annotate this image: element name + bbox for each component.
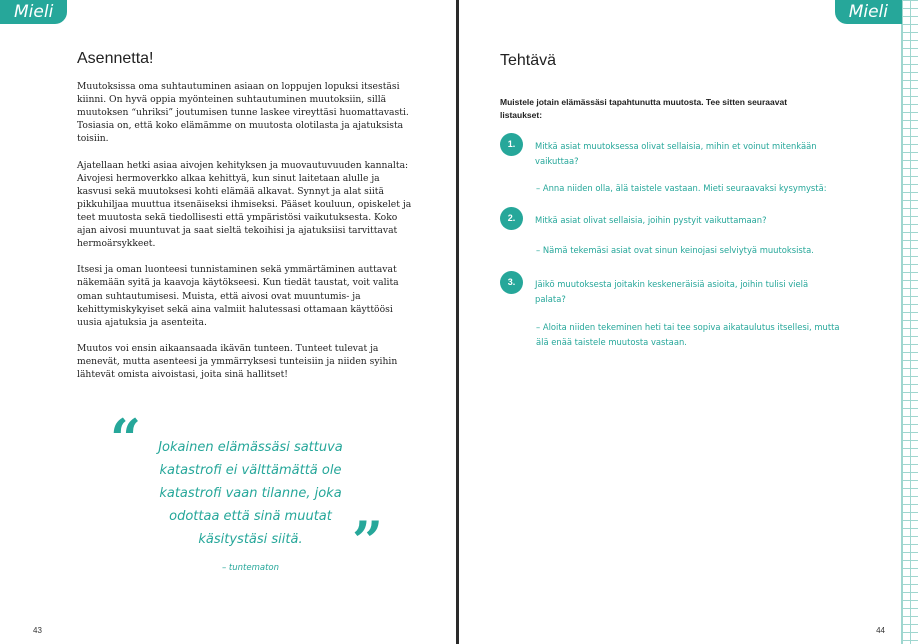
left-body-text xyxy=(77,80,417,394)
grid-margin xyxy=(901,0,918,644)
task-note: – Aloita niiden tekeminen heti tai tee sopiva aikataulutus itsellesi, mutta älä enää taistele muutosta vastaan. xyxy=(536,322,840,347)
task-intro: Muistele jotain elämässäsi tapahtunutta muutosta. Tee sitten seuraavat listaukset: xyxy=(500,97,788,120)
task-question: Mitkä asiat muutoksessa olivat sellaisia, mihin et voinut mitenkään vaikuttaa? xyxy=(535,141,817,166)
paragraph: Muutoksissa oma suhtautuminen asiaan on loppujen lopuksi itsestäsi kiinni. On hyvä oppia myönteinen suhtautuminen muutoksiin, sillä muutoksen “uhriksi” joutumisen tunne laskee vireyttäsi huomattavasti. Tosiasia on, että koko elämämme on muutosta olotilasta ja ajatuksista toisiin. xyxy=(77,81,409,145)
task-number-badge: 3. xyxy=(500,271,523,294)
quote-author: – tuntematon xyxy=(221,563,280,573)
quote-open-mark: “ xyxy=(110,407,142,471)
page-number-left: 43 xyxy=(33,626,42,635)
left-page-heading: Asennetta! xyxy=(77,50,154,67)
quote-close-mark: ” xyxy=(352,509,384,573)
right-page-heading: Tehtävä xyxy=(500,52,557,69)
paragraph: Muutos voi ensin aikaansaada ikävän tunteen. Tunteet tulevat ja menevät, mutta asenteesi ja ymmärryksesi tunteisiin ja niiden syihin lähtevät omista aivoistasi, joita sinä hallitset! xyxy=(77,342,398,381)
paragraph: Ajatellaan hetki asiaa aivojen kehityksen ja muovautuvuuden kannalta: Aivojesi hermoverkko alkaa kehittyä, kun sinut laitetaan alulle ja kasvusi sekä muutoksesi kohti elämää alkavat. Synnyt ja alat siitä pikkuhiljaa muuttua itsenäiseksi ihmiseksi. Pääset kouluun, opiskelet ja teet muutosta sekä tiedollisesti että ympäristösi vaikutuksesta. Koko ajan aivosi muuntuvat ja saat sieltä tekoihisi ja ajatuksiisi tarvittavat hermoärsykkeet. xyxy=(77,159,412,250)
right-page xyxy=(460,0,918,644)
book-spine xyxy=(456,0,459,644)
task-question: Mitkä asiat olivat sellaisia, joihin pystyit vaikuttamaan? xyxy=(535,215,767,225)
task-number-badge: 2. xyxy=(500,207,523,230)
pull-quote: Jokainen elämässäsi sattuva katastrofi ei välttämättä ole katastrofi vaan tilanne, joka odottaa että sinä muutat käsitystäsi siitä. xyxy=(158,440,343,547)
task-question: Jäikö muutoksesta joitakin keskeneräisiä asioita, joihin tulisi vielä palata? xyxy=(535,279,809,304)
section-tab-left: Mieli xyxy=(0,0,67,24)
task-note: – Anna niiden olla, älä taistele vastaan. Mieti seuraavaksi kysymystä: xyxy=(536,183,827,193)
section-tab-right: Mieli xyxy=(835,0,902,24)
paragraph: Itsesi ja oman luonteesi tunnistaminen sekä ymmärtäminen auttavat näkemään syitä ja kaavoja käytökseesi. Kun tiedät taustat, voit valita oman suhtautumisesi. Muista, että aivosi ovat muuntumis- ja kehittymiskykyiset sekä aina valmiit halutessasi ottamaan käyttöösi uusia ajatuksia ja asenteita. xyxy=(77,264,399,328)
left-page xyxy=(0,0,457,644)
task-note: – Nämä tekemäsi asiat ovat sinun keinojasi selviytyä muutoksista. xyxy=(536,245,814,255)
task-number-badge: 1. xyxy=(500,133,523,156)
page-number-right: 44 xyxy=(876,626,885,635)
